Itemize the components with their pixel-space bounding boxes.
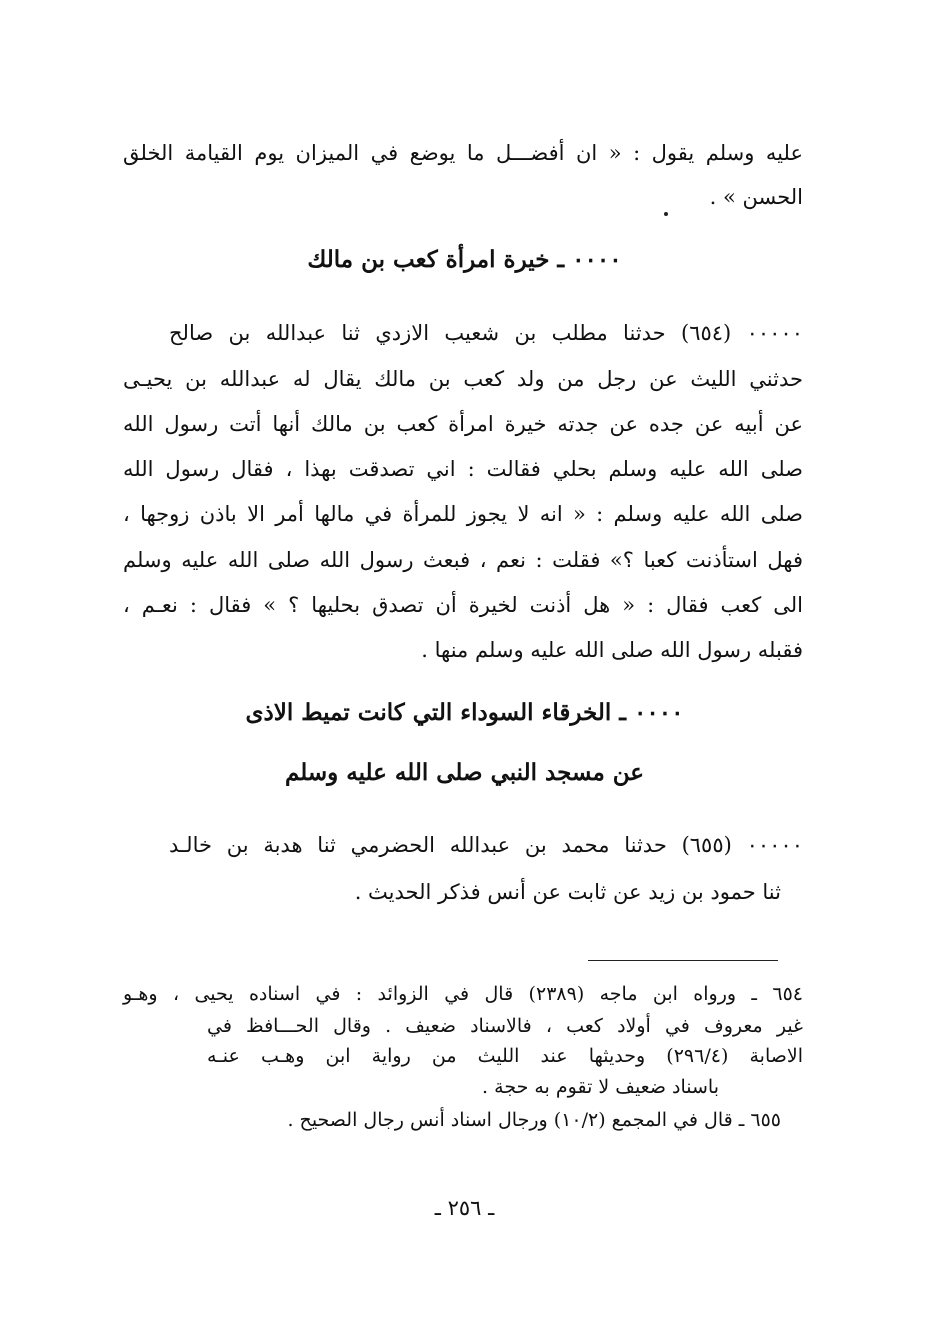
body-line: ٠٠٠٠٠ (٦٥٥) حدثنا محمد بن عبدالله الحضرمي ثنا هدبة بن خالـد	[169, 833, 803, 857]
footnote-line: غير معروف في أولاد كعب ، فالاسناد ضعيف . وقال الحـــافظ في	[207, 1015, 803, 1037]
footnote-line: ٦٥٤ ـ ورواه ابن ماجه (٢٣٨٩) قال في الزوائد : في اسناده يحيى ، وهـو	[123, 983, 803, 1005]
body-line: ٠٠٠٠٠ (٦٥٤) حدثنا مطلب بن شعيب الازدي ثنا عبدالله بن صالح	[169, 321, 803, 345]
footnote-separator	[588, 960, 778, 961]
body-line: حدثني الليث عن رجل من ولد كعب بن مالك يقال له عبدالله بن يحيـى	[123, 367, 803, 391]
section-heading: عن مسجد النبي صلى الله عليه وسلم	[284, 759, 645, 786]
scan-speck	[664, 212, 668, 216]
body-line: الحسن » .	[709, 185, 803, 209]
body-line: الى كعب فقال : « هل أذنت لخيرة أن تصدق بحليها ؟ » فقال : نعـم ،	[123, 593, 803, 617]
body-line: فهل استأذنت كعبا ؟» فقلت : نعم ، فبعث رسول الله صلى الله عليه وسلم	[123, 548, 803, 572]
body-line: صلى الله عليه وسلم : « انه لا يجوز للمرأة في مالها أمر الا باذن زوجها ،	[123, 502, 803, 526]
body-line: صلى الله عليه وسلم بحلي فقالت : اني تصدقت بهذا ، فقال رسول الله	[123, 457, 803, 481]
body-line: فقبله رسول الله صلى الله عليه وسلم منها .	[421, 638, 803, 662]
section-heading: ٠٠٠٠ ـ الخرقاء السوداء التي كانت تميط الاذى	[245, 699, 684, 726]
page-number: ـ ٢٥٦ ـ	[434, 1196, 495, 1220]
body-line: عن أبيه عن جده عن جدته خيرة امرأة كعب بن مالك أنها أتت رسول الله	[123, 412, 803, 436]
footnote-line: الاصابة (٢٩٦/٤) وحديثها عند الليث من رواية ابن وهـب عنـه	[207, 1045, 804, 1067]
footnote-line: ٦٥٥ ـ قال في المجمع (١٠/٢) ورجال اسناد أنس رجال الصحيح .	[287, 1109, 781, 1131]
body-line: عليه وسلم يقول : « ان أفضـــل ما يوضع في الميزان يوم القيامة الخلق	[123, 141, 803, 165]
footnote-line: باسناد ضعيف لا تقوم به حجة .	[482, 1076, 719, 1098]
body-line: ثنا حمود بن زيد عن ثابت عن أنس فذكر الحديث .	[354, 880, 781, 904]
section-heading: ٠٠٠٠ ـ خيرة امرأة كعب بن مالك	[307, 246, 622, 273]
